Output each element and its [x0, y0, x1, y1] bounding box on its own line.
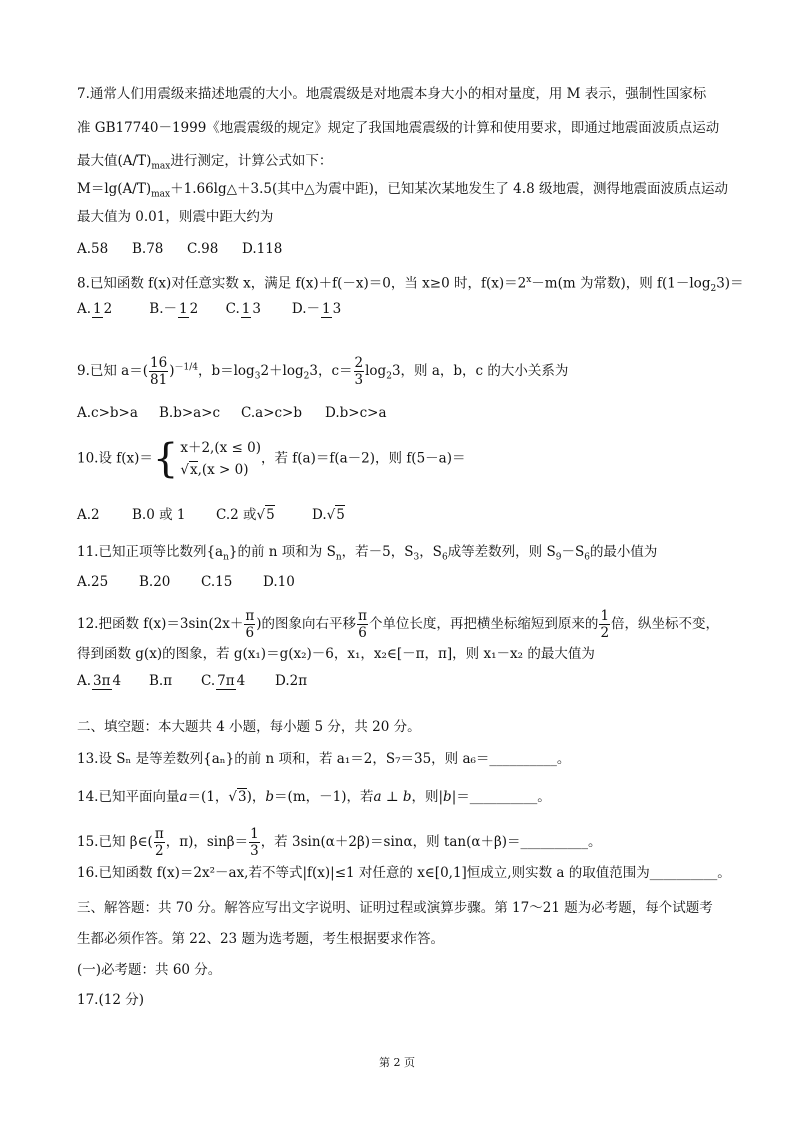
q8-option-b: B.－ 1 2: [149, 301, 199, 317]
piecewise-function: { x＋2,(x ≤ 0) √x,(x > 0): [152, 436, 261, 482]
q11-options: A.25 B.20 C.15 D.10: [77, 574, 295, 590]
q8-option-a: A. 1 2: [77, 301, 113, 317]
q7-options: [77, 240, 282, 258]
q10-stem: 10.设 f(x)＝ { x＋2,(x ≤ 0) √x,(x > 0) ，若 f(a)＝f(a－2)，则 f(5－a)＝: [77, 436, 466, 482]
q16: 16.已知函数 f(x)＝2x²－ax,若不等式|f(x)|≤1 对任意的 x∈[0,1]恒成立,则实数 a 的取值范围为__________。: [77, 865, 731, 881]
q7-option-b: B.78: [132, 241, 164, 257]
q7-formula-line: $M=\lg(A/T)_{max}+1.66\lg\triangle+3.5$(其中△为震中距)，已知某次某地发生了 4.8 级地震，测得地震面波质点运动: [77, 181, 728, 200]
q12-stem-line2: 得到函数 g(x)的图象，若 g(x₁)＝g(x₂)－6，x₁，x₂∈[－π，π]，则 x₁－x₂ 的最大值为: [77, 646, 595, 662]
q13: 13.设 Sₙ 是等差数列{aₙ}的前 n 项和，若 a₁＝2，S₇＝35，则 a₆＝__________。: [77, 751, 571, 767]
q9-stem: 9.已知 a＝( $\frac{16}{81}$ )$^{-1/4}$，$b=\log_32+\log_23$，c＝ $\frac{2}{3}$ $\log_23$，则 a，b，c 的大小关系为: [77, 355, 569, 388]
q11-stem: 11.已知正项等比数列$\{a_n\}$的前 n 项和为 $S_n$，若－5，$S_3$，$S_6$成等差数列，则 $S_9-S_6$的最小值为: [77, 544, 658, 563]
q7-option-d: D.118: [242, 241, 283, 257]
page-number: 第 2 页: [379, 1056, 415, 1069]
q8-option-c: C. 1 3: [225, 301, 261, 317]
section-solve-heading-line2: 生都必须作答。第 22、23 题为选考题，考生根据要求作答。: [77, 931, 444, 947]
q8-options: [77, 300, 343, 318]
q7-option-c: C.98: [187, 241, 219, 257]
q7-line5: 最大值为 0.01，则震中距大约为: [77, 209, 274, 225]
q7-line3: 最大值$(A/T)_{max}$进行测定，计算公式如下：: [77, 153, 333, 172]
required-questions-heading: (一)必考题：共 60 分。: [77, 962, 222, 978]
q7-line2: 准 GB17740－1999《地震震级的规定》规定了我国地震震级的计算和使用要求，即通过地震面波质点运动: [77, 120, 720, 136]
q7-option-a: A.58: [77, 241, 109, 257]
q15: 15.已知 β∈( $\frac{\pi}{2}$ ，π)，sinβ＝ $\frac{1}{3}$ ，若 3sin(α＋2β)＝sinα，则 tan(α＋β)＝__________。: [77, 826, 602, 859]
q12-stem-line1: 12.把函数 f(x)＝3sin(2x＋ $\frac{\pi}{6}$ )的图象向右平移 $\frac{\pi}{6}$ 个单位长度，再把横坐标缩短到原来的 $\frac{1}{2}$ 倍，纵坐标不变，: [77, 608, 720, 641]
q9-options: A.c>b>a B.b>a>c C.a>c>b D.b>c>a: [77, 405, 387, 421]
q17-heading: 17.(12 分): [77, 992, 144, 1008]
q7-line1: 7.通常人们用震级来描述地震的大小。地震震级是对地震本身大小的相对量度，用 M 表示，强制性国家标: [77, 86, 707, 102]
q14: 14.已知平面向量a＝(1，√3)，b＝(m，－1)，若a ⊥ b，则|b|＝__________。: [77, 789, 551, 805]
q10-options: A.2 B.0 或 1 C.2 或√5 D.√5: [77, 507, 345, 523]
q8-option-d: D.－ 1 3: [291, 301, 342, 317]
q12-options: A. 3π 4 B.π C. 7π 4 D.2π: [77, 673, 308, 689]
section-fill-in-heading: 二、填空题：本大题共 4 小题，每小题 5 分，共 20 分。: [77, 719, 421, 735]
section-solve-heading-line1: 三、解答题：共 70 分。解答应写出文字说明、证明过程或演算步骤。第 17～21 题为必考题，每个试题考: [77, 900, 713, 916]
q8-stem: 8.已知函数 f(x)对任意实数 x，满足 f(x)＋f(－x)＝0，当 x≥0 时，$f(x)=2^x-m(m$ 为常数)，则 $f(1-\log_23)=$: [77, 275, 744, 295]
